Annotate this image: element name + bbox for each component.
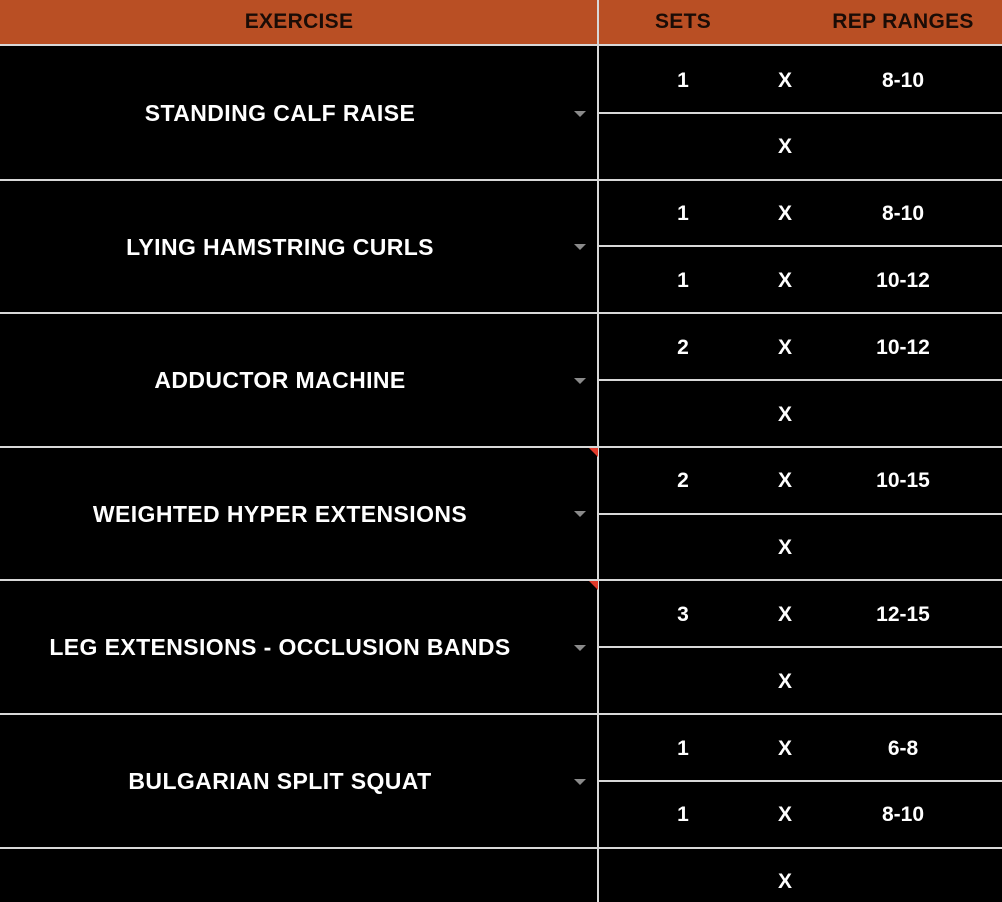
header-rep-ranges: REP RANGES: [832, 10, 974, 33]
sets-cell[interactable]: [600, 533, 766, 563]
exercise-cell[interactable]: LEG EXTENSIONS - OCCLUSION BANDS: [49, 634, 511, 660]
sets-cell[interactable]: [600, 132, 766, 162]
reps-cell[interactable]: 8-10: [881, 803, 925, 826]
row-divider: [0, 579, 1002, 581]
table-header: [0, 0, 1002, 46]
row-divider: [0, 713, 1002, 715]
reps-cell[interactable]: 12-15: [876, 603, 930, 626]
reps-cell[interactable]: [804, 867, 1002, 897]
times-label: X: [777, 803, 792, 826]
times-label: X: [777, 336, 792, 359]
sets-cell[interactable]: [600, 400, 766, 430]
subrow-divider: [599, 780, 1002, 782]
header-sets: SETS: [654, 10, 712, 33]
sets-cell[interactable]: 1: [677, 737, 689, 760]
sets-cell[interactable]: 3: [677, 603, 689, 626]
subrow-divider: [599, 513, 1002, 515]
reps-cell[interactable]: 10-15: [876, 469, 930, 492]
exercise-cell[interactable]: BULGARIAN SPLIT SQUAT: [128, 768, 432, 794]
row-divider: [0, 847, 1002, 849]
cell-note-marker-icon[interactable]: [589, 581, 598, 590]
subrow-divider: [599, 245, 1002, 247]
subrow-divider: [599, 646, 1002, 648]
times-label: X: [777, 69, 792, 92]
row-divider: [0, 312, 1002, 314]
reps-cell[interactable]: [804, 400, 1002, 430]
exercise-cell[interactable]: WEIGHTED HYPER EXTENSIONS: [92, 501, 468, 527]
times-label: X: [777, 737, 792, 760]
dropdown-arrow-icon[interactable]: [574, 645, 586, 651]
dropdown-arrow-icon[interactable]: [574, 779, 586, 785]
dropdown-arrow-icon[interactable]: [574, 511, 586, 517]
sets-cell[interactable]: 1: [677, 269, 689, 292]
reps-cell[interactable]: 10-12: [876, 269, 930, 292]
reps-cell[interactable]: [804, 132, 1002, 162]
times-label: X: [777, 536, 792, 559]
times-label: X: [777, 670, 792, 693]
reps-cell[interactable]: 8-10: [881, 69, 925, 92]
exercise-cell[interactable]: ADDUCTOR MACHINE: [154, 367, 406, 393]
row-divider: [0, 179, 1002, 181]
reps-cell[interactable]: 6-8: [887, 737, 919, 760]
reps-cell[interactable]: 10-12: [876, 336, 930, 359]
exercise-cell[interactable]: [0, 870, 560, 900]
dropdown-arrow-icon[interactable]: [574, 244, 586, 250]
sets-cell[interactable]: 1: [677, 69, 689, 92]
dropdown-arrow-icon[interactable]: [574, 378, 586, 384]
exercise-cell[interactable]: LYING HAMSTRING CURLS: [126, 234, 434, 260]
reps-cell[interactable]: [804, 667, 1002, 697]
times-label: X: [777, 870, 792, 893]
times-label: X: [777, 202, 792, 225]
subrow-divider: [599, 112, 1002, 114]
times-label: X: [777, 403, 792, 426]
row-divider: [0, 446, 1002, 448]
sets-cell[interactable]: 2: [677, 469, 689, 492]
times-label: X: [777, 603, 792, 626]
sets-cell[interactable]: 1: [677, 202, 689, 225]
sets-cell[interactable]: [600, 667, 766, 697]
times-label: X: [777, 135, 792, 158]
header-exercise: EXERCISE: [244, 10, 354, 33]
sets-cell[interactable]: [600, 867, 766, 897]
reps-cell[interactable]: [804, 533, 1002, 563]
reps-cell[interactable]: 8-10: [881, 202, 925, 225]
dropdown-arrow-icon[interactable]: [574, 111, 586, 117]
times-label: X: [777, 269, 792, 292]
sets-cell[interactable]: 2: [677, 336, 689, 359]
exercise-cell[interactable]: STANDING CALF RAISE: [144, 100, 416, 126]
cell-note-marker-icon[interactable]: [589, 448, 598, 457]
sets-cell[interactable]: 1: [677, 803, 689, 826]
times-label: X: [777, 469, 792, 492]
subrow-divider: [599, 379, 1002, 381]
